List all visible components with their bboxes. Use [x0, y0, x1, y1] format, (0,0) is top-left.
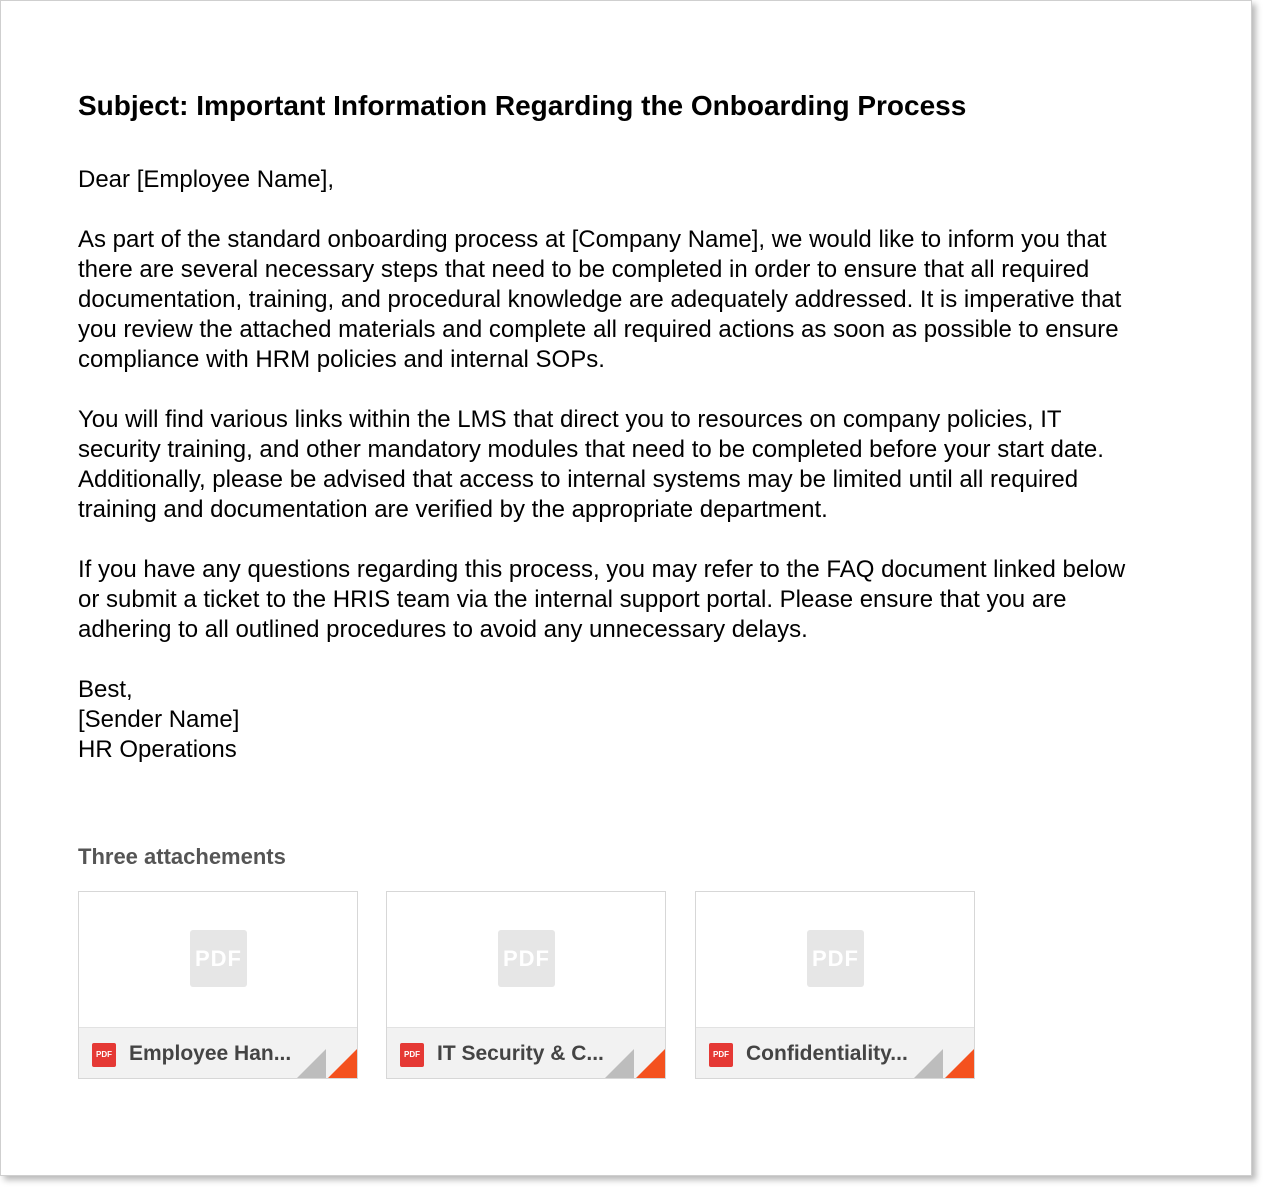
- email-signature: [78, 675, 1128, 765]
- page-fold-icon: [603, 1049, 665, 1079]
- email-paragraph-1: As part of the standard onboarding process at [Company Name], we would like to inform you that there are several necessary steps that need to be completed in order to ensure that all required documentation, training, and procedural knowledge are adequately addressed. It is imperative that you review the attached materials and complete all required actions as soon as possible to ensure compliance with HRM policies and internal SOPs.: [78, 226, 1122, 373]
- attachment-preview: [387, 892, 665, 1027]
- attachment-preview: [79, 892, 357, 1027]
- attachment-card-it-security[interactable]: [386, 891, 666, 1079]
- email-paragraph-3: If you have any questions regarding this process, you may refer to the FAQ document linked below or submit a ticket to the HRIS team via the internal support portal. Please ensure that you are adhering to all outlined procedures to avoid any unnecessary delays.: [78, 556, 1126, 643]
- pdf-file-icon: PDF: [709, 1043, 733, 1067]
- page-fold-icon: [912, 1049, 974, 1079]
- pdf-preview-icon: PDF: [807, 930, 864, 987]
- attachment-card-confidentiality[interactable]: [695, 891, 975, 1079]
- attachment-filename[interactable]: IT Security & C...: [437, 1042, 604, 1065]
- attachment-filename[interactable]: Confidentiality...: [746, 1042, 908, 1065]
- pdf-preview-icon: PDF: [498, 930, 555, 987]
- sender-name: [Sender Name]: [78, 706, 240, 733]
- attachment-footer: [387, 1027, 665, 1079]
- attachments-label: Three attachements: [78, 844, 286, 869]
- email-body: [78, 89, 1128, 765]
- pdf-preview-icon: PDF: [190, 930, 247, 987]
- attachment-filename[interactable]: Employee Han...: [129, 1042, 292, 1065]
- email-greeting: Dear [Employee Name],: [78, 166, 335, 193]
- attachment-preview: [696, 892, 974, 1027]
- pdf-file-icon: PDF: [92, 1043, 116, 1067]
- page-fold-icon: [295, 1049, 357, 1079]
- attachment-footer: [79, 1027, 357, 1079]
- attachment-card-employee-handbook[interactable]: [78, 891, 358, 1079]
- pdf-file-icon: PDF: [400, 1043, 424, 1067]
- sender-department: HR Operations: [78, 736, 237, 763]
- email-paragraph-2: You will find various links within the LMS that direct you to resources on company policies, IT security training, and other mandatory modules that need to be completed before your start date. Additionally, please be advised that access to internal systems may be limited until all required training and documentation are verified by the appropriate department.: [78, 406, 1104, 523]
- email-subject: Subject: Important Information Regarding the Onboarding Process: [78, 90, 967, 121]
- attachment-footer: [696, 1027, 974, 1079]
- signoff: Best,: [78, 676, 133, 703]
